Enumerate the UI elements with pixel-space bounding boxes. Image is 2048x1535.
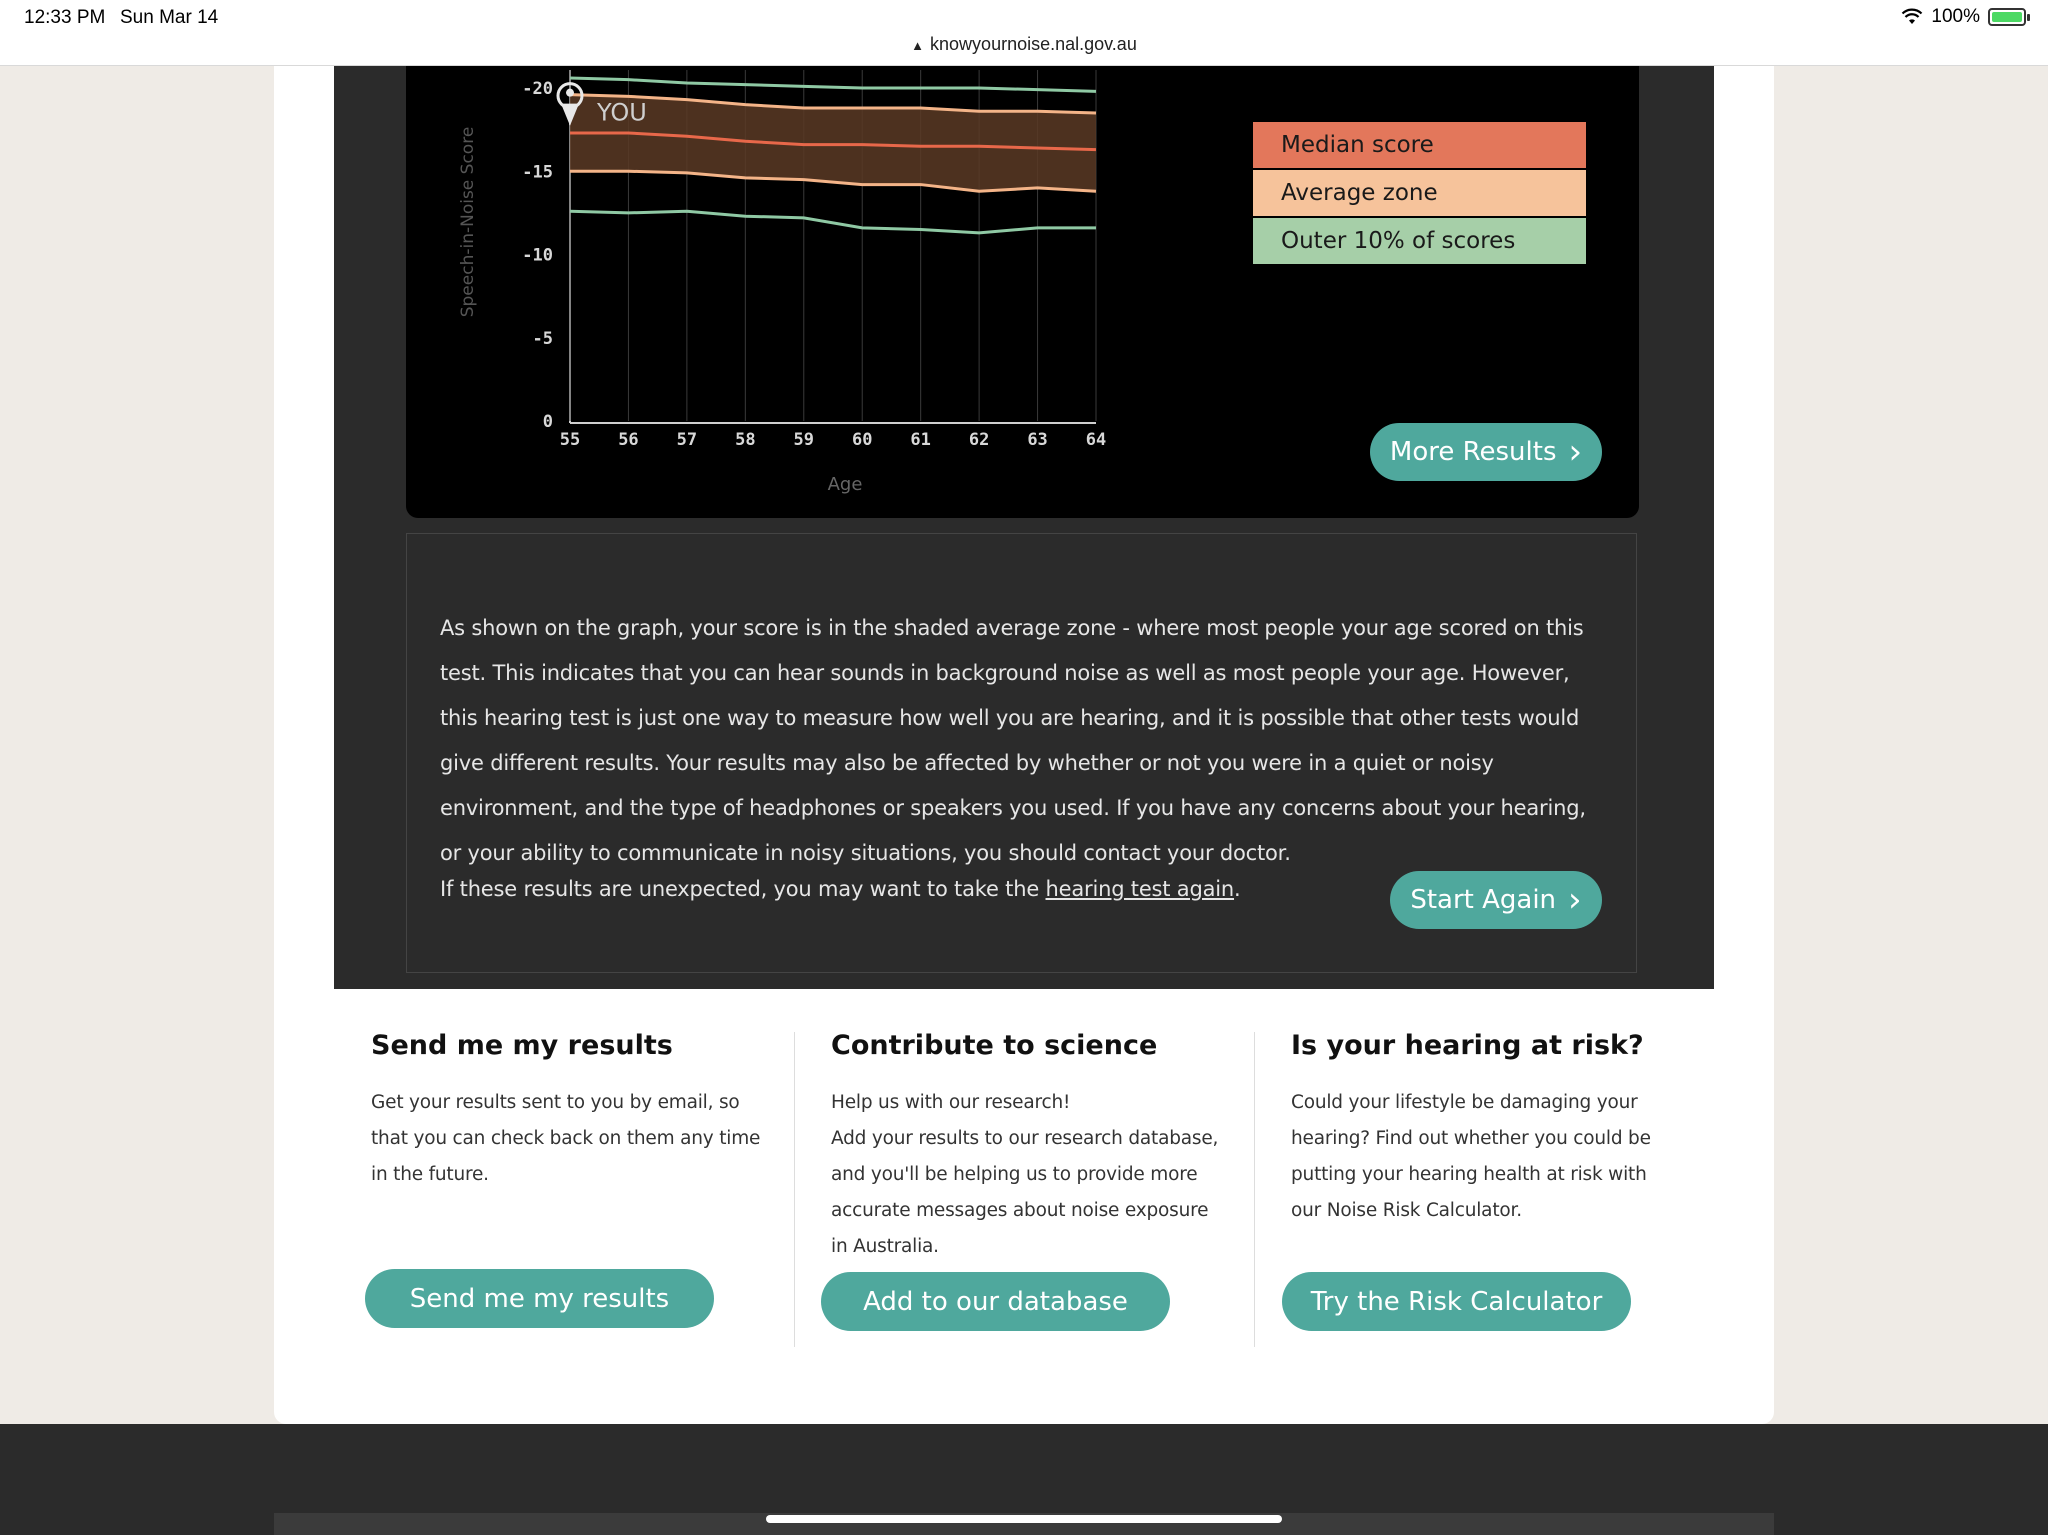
x-tick-label: 58: [735, 430, 756, 450]
hearing-test-again-link[interactable]: hearing test again: [1045, 877, 1235, 901]
x-tick-label: 61: [910, 430, 931, 450]
button-label: Try the Risk Calculator: [1310, 1286, 1603, 1317]
you-marker-label: YOU: [597, 98, 647, 127]
x-tick-label: 57: [676, 430, 698, 450]
send-results-section: [371, 1030, 771, 1193]
result-explanation: As shown on the graph, your score is in the shaded average zone - where most people your age scored on this test. This indicates that you can hear sounds in background noise as well as most people your age. However, this hearing test is just one way to measure how well you are hearing, and it is possible that other tests would give different results. Your results may also be affected by whether or not you were in a quiet or noisy environment, and the type of headphones or speakers you used. If you have any concerns about your hearing, or your ability to communicate in noisy situations, you should contact your doctor.: [440, 616, 1586, 865]
x-tick-label: 59: [793, 430, 815, 450]
section-body: Get your results sent to you by email, so that you can check back on them any time in the future.: [371, 1092, 761, 1185]
hearing-risk-section: [1291, 1030, 1681, 1229]
you-marker-head: [566, 89, 574, 97]
start-again-label: Start Again: [1410, 885, 1557, 915]
more-results-label: More Results: [1389, 437, 1557, 467]
series-line-4: [570, 211, 1096, 233]
url-text: knowyournoise.nal.gov.au: [930, 34, 1137, 54]
y-tick-label: -15: [522, 162, 553, 183]
contribute-section: [831, 1030, 1221, 1265]
more-results-button[interactable]: [1370, 423, 1602, 481]
chart-legend: [1253, 122, 1586, 266]
section-body-intro: Help us with our research!: [831, 1092, 1071, 1113]
add-to-database-button[interactable]: [821, 1272, 1170, 1331]
x-tick-label: 62: [968, 430, 990, 450]
y-tick-label: -5: [532, 328, 553, 349]
retake-text-end: .: [1234, 877, 1241, 901]
chart-y-label: Speech-in-Noise Score: [458, 126, 478, 318]
y-tick-label: -20: [522, 79, 553, 99]
x-tick-label: 63: [1027, 430, 1048, 450]
status-date: Sun Mar 14: [120, 7, 219, 28]
retake-text: If these results are unexpected, you may want to take the: [440, 877, 1046, 901]
chart-x-label: Age: [827, 474, 863, 495]
risk-calculator-button[interactable]: [1282, 1272, 1631, 1331]
chevron-right-icon: ›: [1568, 880, 1582, 920]
y-tick-label: 0: [542, 412, 553, 432]
x-tick-label: 55: [559, 430, 581, 450]
legend-median-score: Median score: [1253, 122, 1586, 168]
legend-outer-10: Outer 10% of scores: [1253, 218, 1586, 264]
button-label: Send me my results: [409, 1283, 670, 1314]
section-body: Add your results to our research database, and you'll be helping us to provide more accurate messages about noise exposure in Australia.: [831, 1128, 1219, 1257]
button-label: Add to our database: [863, 1286, 1128, 1317]
section-title: Is your hearing at risk?: [1291, 1030, 1644, 1061]
section-title: Send me my results: [371, 1030, 673, 1061]
battery-percent: 100%: [1931, 6, 1980, 27]
column-divider: [794, 1032, 795, 1347]
warning-icon: ▲: [911, 38, 925, 53]
x-tick-label: 56: [618, 430, 639, 450]
start-again-button[interactable]: [1390, 871, 1602, 929]
x-tick-label: 64: [1085, 430, 1107, 450]
home-indicator[interactable]: [766, 1515, 1282, 1523]
status-time: 12:33 PM: [24, 7, 106, 28]
chevron-right-icon: ›: [1568, 432, 1583, 472]
series-line-0: [570, 78, 1096, 91]
legend-average-zone: Average zone: [1253, 170, 1586, 216]
section-body: Could your lifestyle be damaging your hearing? Find out whether you could be putting your hearing health at risk with our Noise Risk Calculator.: [1291, 1092, 1651, 1221]
column-divider: [1254, 1032, 1255, 1347]
section-title: Contribute to science: [831, 1030, 1158, 1061]
retake-prompt: [440, 877, 1241, 901]
x-tick-label: 60: [851, 430, 873, 450]
send-results-button[interactable]: [365, 1269, 714, 1328]
y-tick-label: -10: [522, 245, 553, 266]
